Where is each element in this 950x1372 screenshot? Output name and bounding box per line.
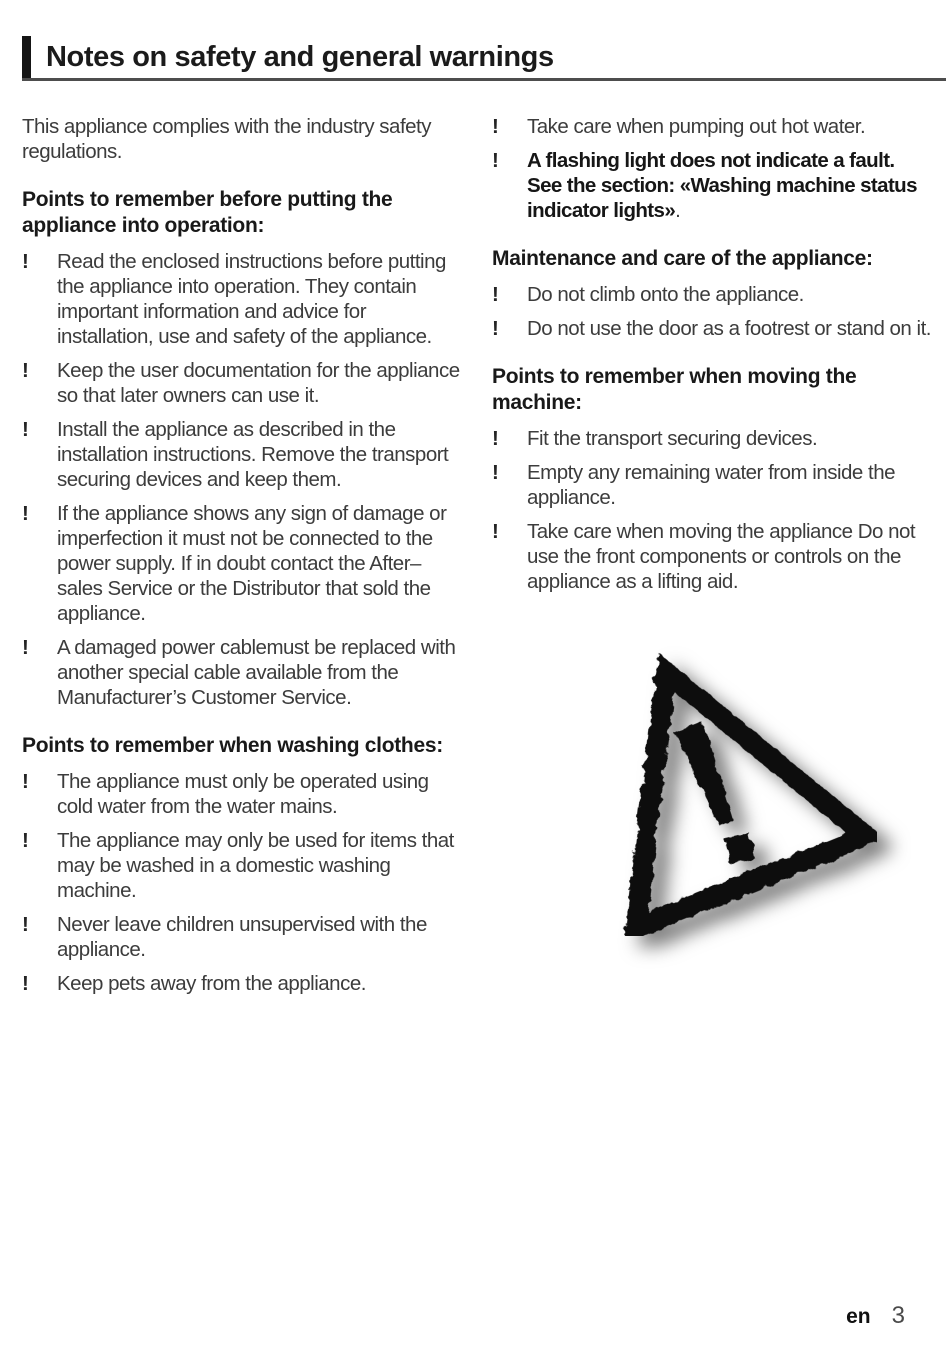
bullet-item: [22, 249, 465, 349]
bullet-item: [22, 828, 465, 903]
bullet-marker: !: [22, 829, 29, 852]
title-accent-bar: [22, 36, 31, 78]
bullet-text: [527, 148, 932, 223]
bullet-text: Do not climb onto the appliance.: [527, 283, 804, 306]
page-header: [0, 0, 950, 81]
bullet-marker: !: [22, 250, 29, 273]
bullet-marker: !: [22, 418, 29, 441]
bullet-text: Do not use the door as a footrest or stand on it.: [527, 317, 931, 340]
bullet-item: [22, 769, 465, 819]
footer-page-number: 3: [891, 1302, 905, 1329]
bullet-item: [492, 426, 932, 451]
bullet-marker: !: [22, 636, 29, 659]
bullet-text-tail: .: [675, 199, 681, 222]
bullet-text: If the appliance shows any sign of damage or imperfection it must not be connected to the power supply. If in doubt contact the After–sales Service or the Distributor that sold the appliance.: [57, 502, 447, 625]
bullet-item: [22, 417, 465, 492]
bullet-text: Read the enclosed instructions before putting the appliance into operation. They contain important information and advice for installation, use and safety of the appliance.: [57, 250, 446, 348]
bullet-marker: !: [492, 461, 499, 484]
bullet-item: [492, 282, 932, 307]
intro-paragraph: This appliance complies with the industry safety regulations.: [22, 115, 431, 163]
bullet-text: A damaged power cablemust be replaced with another special cable available from the Manufacturer’s Customer Service.: [57, 636, 456, 709]
page-footer: [846, 1302, 905, 1330]
bullet-marker: !: [492, 149, 499, 172]
bullet-item: [492, 114, 932, 139]
bullet-item: [22, 635, 465, 710]
bullet-item: [22, 912, 465, 962]
bullet-marker: !: [492, 283, 499, 306]
bullet-text: Keep pets away from the appliance.: [57, 972, 366, 995]
bullet-text: The appliance must only be operated using cold water from the water mains.: [57, 770, 429, 818]
warning-triangle-icon: [547, 636, 877, 936]
section-heading-before-operation: Points to remember before putting the appliance into operation:: [22, 188, 393, 237]
footer-language: en: [846, 1305, 871, 1328]
bullet-marker: !: [22, 913, 29, 936]
content-columns: [0, 81, 950, 1005]
bullet-item: [492, 316, 932, 341]
bullet-marker: !: [492, 427, 499, 450]
bullet-text: Install the appliance as described in the installation instructions. Remove the transport securing devices and keep them.: [57, 418, 449, 491]
bullet-text: Never leave children unsupervised with the appliance.: [57, 913, 427, 961]
bullet-marker: !: [22, 359, 29, 382]
bullet-text: Empty any remaining water from inside the appliance.: [527, 461, 896, 509]
bullet-marker: !: [22, 972, 29, 995]
bullet-item: [22, 358, 465, 408]
bullet-text: The appliance may only be used for items that may be washed in a domestic washing machine.: [57, 829, 454, 902]
bullet-item: [492, 460, 932, 510]
bullet-item: [22, 971, 465, 996]
bullet-marker: !: [22, 502, 29, 525]
bullet-text: Keep the user documentation for the appliance so that later owners can use it.: [57, 359, 460, 407]
bullet-text: Take care when pumping out hot water.: [527, 115, 866, 138]
bullet-text-bold: A flashing light does not indicate a fault. See the section: «Washing machine status indicator lights»: [527, 149, 917, 222]
bullet-text: Fit the transport securing devices.: [527, 427, 818, 450]
bullet-item: [492, 519, 932, 594]
section-heading-maintenance: Maintenance and care of the appliance:: [492, 247, 873, 270]
right-column: [492, 114, 932, 1005]
bullet-marker: !: [492, 520, 499, 543]
bullet-item: [22, 501, 465, 626]
left-column: [22, 114, 465, 1005]
bullet-text: Take care when moving the appliance Do not use the front components or controls on the appliance as a lifting aid.: [527, 520, 916, 593]
bullet-marker: !: [492, 115, 499, 138]
section-heading-moving-machine: Points to remember when moving the machine:: [492, 365, 857, 414]
bullet-marker: !: [22, 770, 29, 793]
bullet-marker: !: [492, 317, 499, 340]
page-title: Notes on safety and general warnings: [46, 41, 554, 73]
section-heading-washing-clothes: Points to remember when washing clothes:: [22, 734, 443, 757]
bullet-item-flashing-light: [492, 148, 932, 223]
